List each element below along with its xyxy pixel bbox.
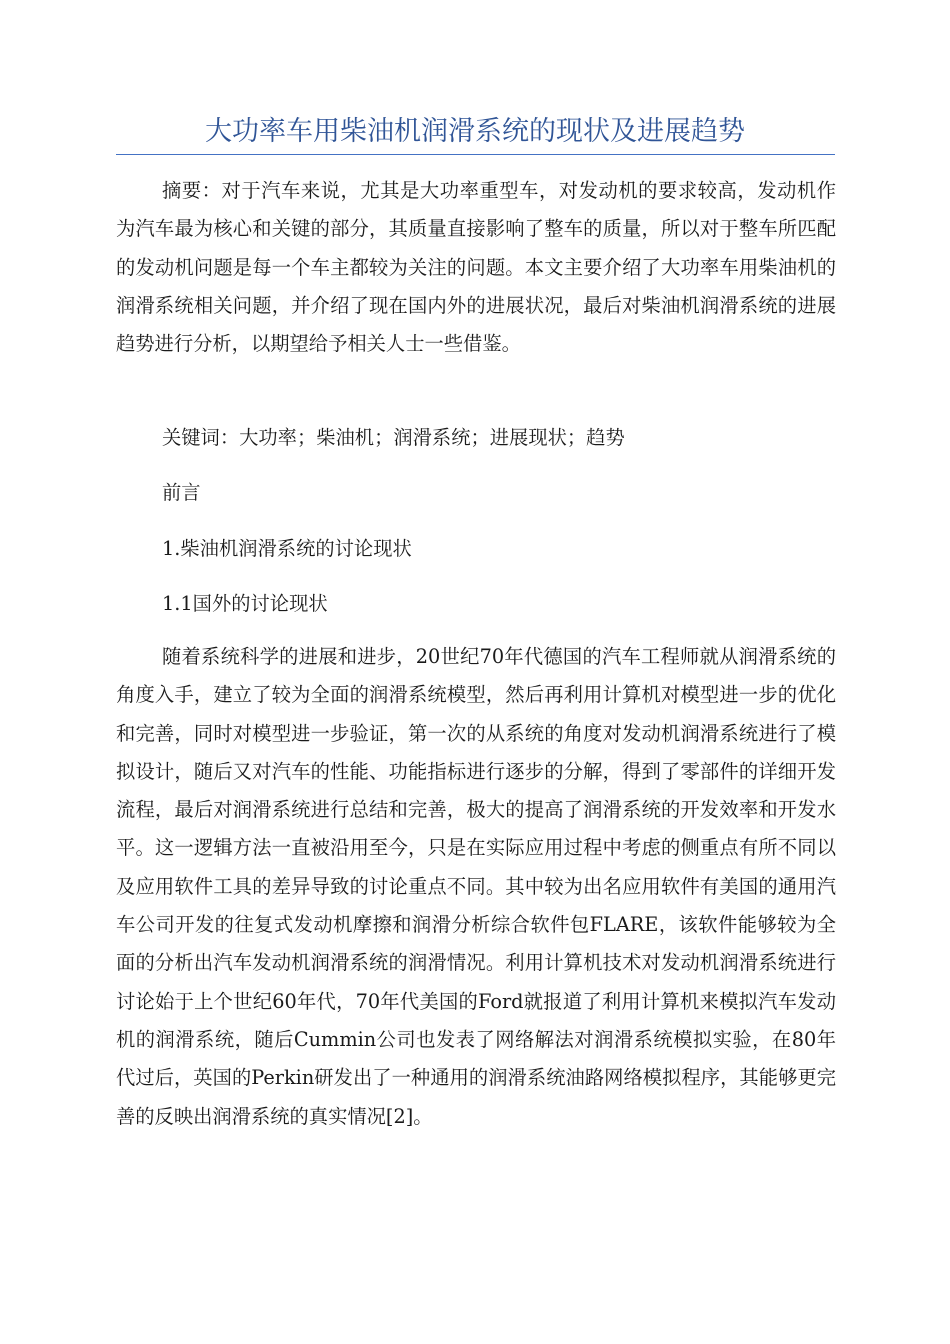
section-1-1-body: 随着系统科学的进展和进步，20世纪70年代德国的汽车工程师就从润滑系统的角度入手，建立了较为全面的润滑系统模型，然后再利用计算机对模型进一步的优化和完善，同时对模型进一步验证，第一次的从系统的角度对发动机润滑系统进行了模拟设计，随后又对汽车的性能、功能指标进行逐步的分解，得到了零部件的详细开发流程，最后对润滑系统进行总结和完善，极大的提高了润滑系统的开发效率和开发水平。这一逻辑方法一直被沿用至今，只是在实际应用过程中考虑的侧重点有所不同以及应用软件工具的差异导致的讨论重点不同。其中较为出名应用软件有美国的通用汽车公司开发的往复式发动机摩擦和润滑分析综合软件包FLARE，该软件能够较为全面的分析出汽车发动机润滑系统的润滑情况。利用计算机技术对发动机润滑系统进行讨论始于上个世纪60年代，70年代美国的Ford就报道了利用计算机来模拟汽车发动机的润滑系统，随后Cummin公司也发表了网络解法对润滑系统模拟实验，在80年代过后，英国的Perkin研发出了一种通用的润滑系统油路网络模拟程序，其能够更完善的反映出润滑系统的真实情况[2]。 <box>116 645 836 1128</box>
section-1-heading: 1.柴油机润滑系统的讨论现状 <box>162 537 412 560</box>
keywords-line: 关键词：大功率；柴油机；润滑系统；进展现状；趋势 <box>162 426 625 449</box>
abstract-paragraph: 摘要：对于汽车来说，尤其是大功率重型车，对发动机的要求较高，发动机作为汽车最为核心和关键的部分，其质量直接影响了整车的质量，所以对于整车所匹配的发动机问题是每一个车主都较为关注的问题。本文主要介绍了大功率车用柴油机的润滑系统相关问题，并介绍了现在国内外的进展状况，最后对柴油机润滑系统的进展趋势进行分析，以期望给予相关人士一些借鉴。 <box>116 179 836 356</box>
document-title: 大功率车用柴油机润滑系统的现状及进展趋势 <box>205 116 745 147</box>
title-underline <box>116 154 835 155</box>
section-1-1-heading: 1.1国外的讨论现状 <box>162 592 328 615</box>
intro-heading: 前言 <box>162 481 201 504</box>
